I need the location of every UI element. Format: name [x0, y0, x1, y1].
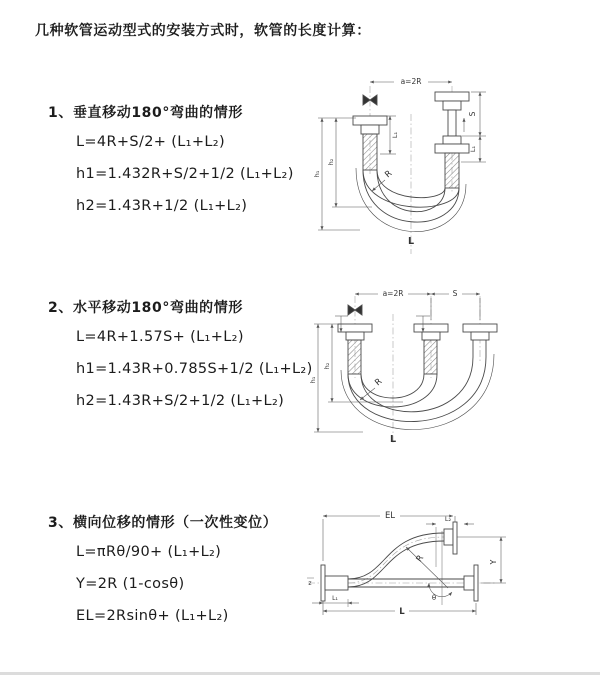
angle-label: θ — [431, 594, 437, 602]
radius-label: R — [414, 553, 427, 565]
section-2-formula-h1: h1=1.43R+0.785S+1/2 (L₁+L₂) — [76, 361, 313, 377]
diagram-labels — [308, 511, 498, 617]
section-3-heading: 3、横向位移的情形（一次性变位） — [48, 515, 278, 531]
section-3-formula-EL: EL=2Rsinθ+ (L₁+L₂) — [76, 608, 229, 624]
section-1-formula-h1: h1=1.432R+S/2+1/2 (L₁+L₂) — [76, 166, 294, 182]
el-label: EL — [384, 511, 396, 521]
section-2-heading: 2、水平移动180°弯曲的情形 — [48, 300, 243, 316]
radius-label: R — [373, 376, 385, 389]
pipe-flanges — [338, 305, 497, 340]
valve-icon — [348, 305, 355, 315]
section-1-heading: 1、垂直移动180°弯曲的情形 — [48, 105, 243, 121]
fitting-left-label: L₁ — [332, 595, 338, 602]
fitting-top-label: L₂ — [444, 515, 452, 523]
diagram-vertical-180 — [312, 70, 578, 260]
section-3-formula-Y: Y=2R (1-cosθ) — [76, 576, 185, 592]
stroke-label: S — [452, 289, 458, 298]
dimension-lines — [314, 294, 480, 432]
valve-icon — [370, 95, 377, 105]
span-label: a=2R — [400, 77, 422, 86]
length-label: L — [407, 236, 415, 247]
pipe-flanges — [321, 522, 478, 601]
radius-label: R — [383, 168, 395, 181]
length-label: L — [389, 434, 397, 445]
section-3-formula-L: L=πRθ/90+ (L₁+L₂) — [76, 544, 222, 560]
hose-braid — [348, 340, 437, 374]
valve-icon — [363, 95, 370, 105]
h1-label: h₁ — [313, 170, 321, 178]
centerlines — [355, 296, 480, 444]
offset-label: Y — [489, 559, 498, 565]
diagram-horizontal-180 — [308, 282, 595, 458]
datum-symbol: z — [308, 580, 312, 587]
section-1-formula-h2: h2=1.43R+1/2 (L₁+L₂) — [76, 198, 248, 214]
h2-label: h₂ — [323, 362, 331, 370]
fitting-right-label: L₁ — [469, 145, 477, 153]
section-1-formula-L: L=4R+S/2+ (L₁+L₂) — [76, 134, 225, 150]
hose-curves — [341, 340, 494, 430]
section-2-formula-h2: h2=1.43R+S/2+1/2 (L₁+L₂) — [76, 393, 285, 409]
diagram-lateral — [296, 503, 594, 648]
fitting-left-label: L₁ — [391, 131, 399, 139]
stroke-label: S — [468, 111, 477, 117]
valve-icon — [355, 305, 362, 315]
section-2-formula-L: L=4R+1.57S+ (L₁+L₂) — [76, 329, 244, 345]
span-label: a=2R — [382, 289, 404, 298]
centerlines — [370, 86, 452, 254]
length-label: L — [399, 607, 405, 617]
h1-label: h₁ — [309, 376, 317, 384]
h2-label: h₂ — [327, 158, 335, 166]
page-title: 几种软管运动型式的安装方式时，软管的长度计算： — [35, 23, 371, 39]
